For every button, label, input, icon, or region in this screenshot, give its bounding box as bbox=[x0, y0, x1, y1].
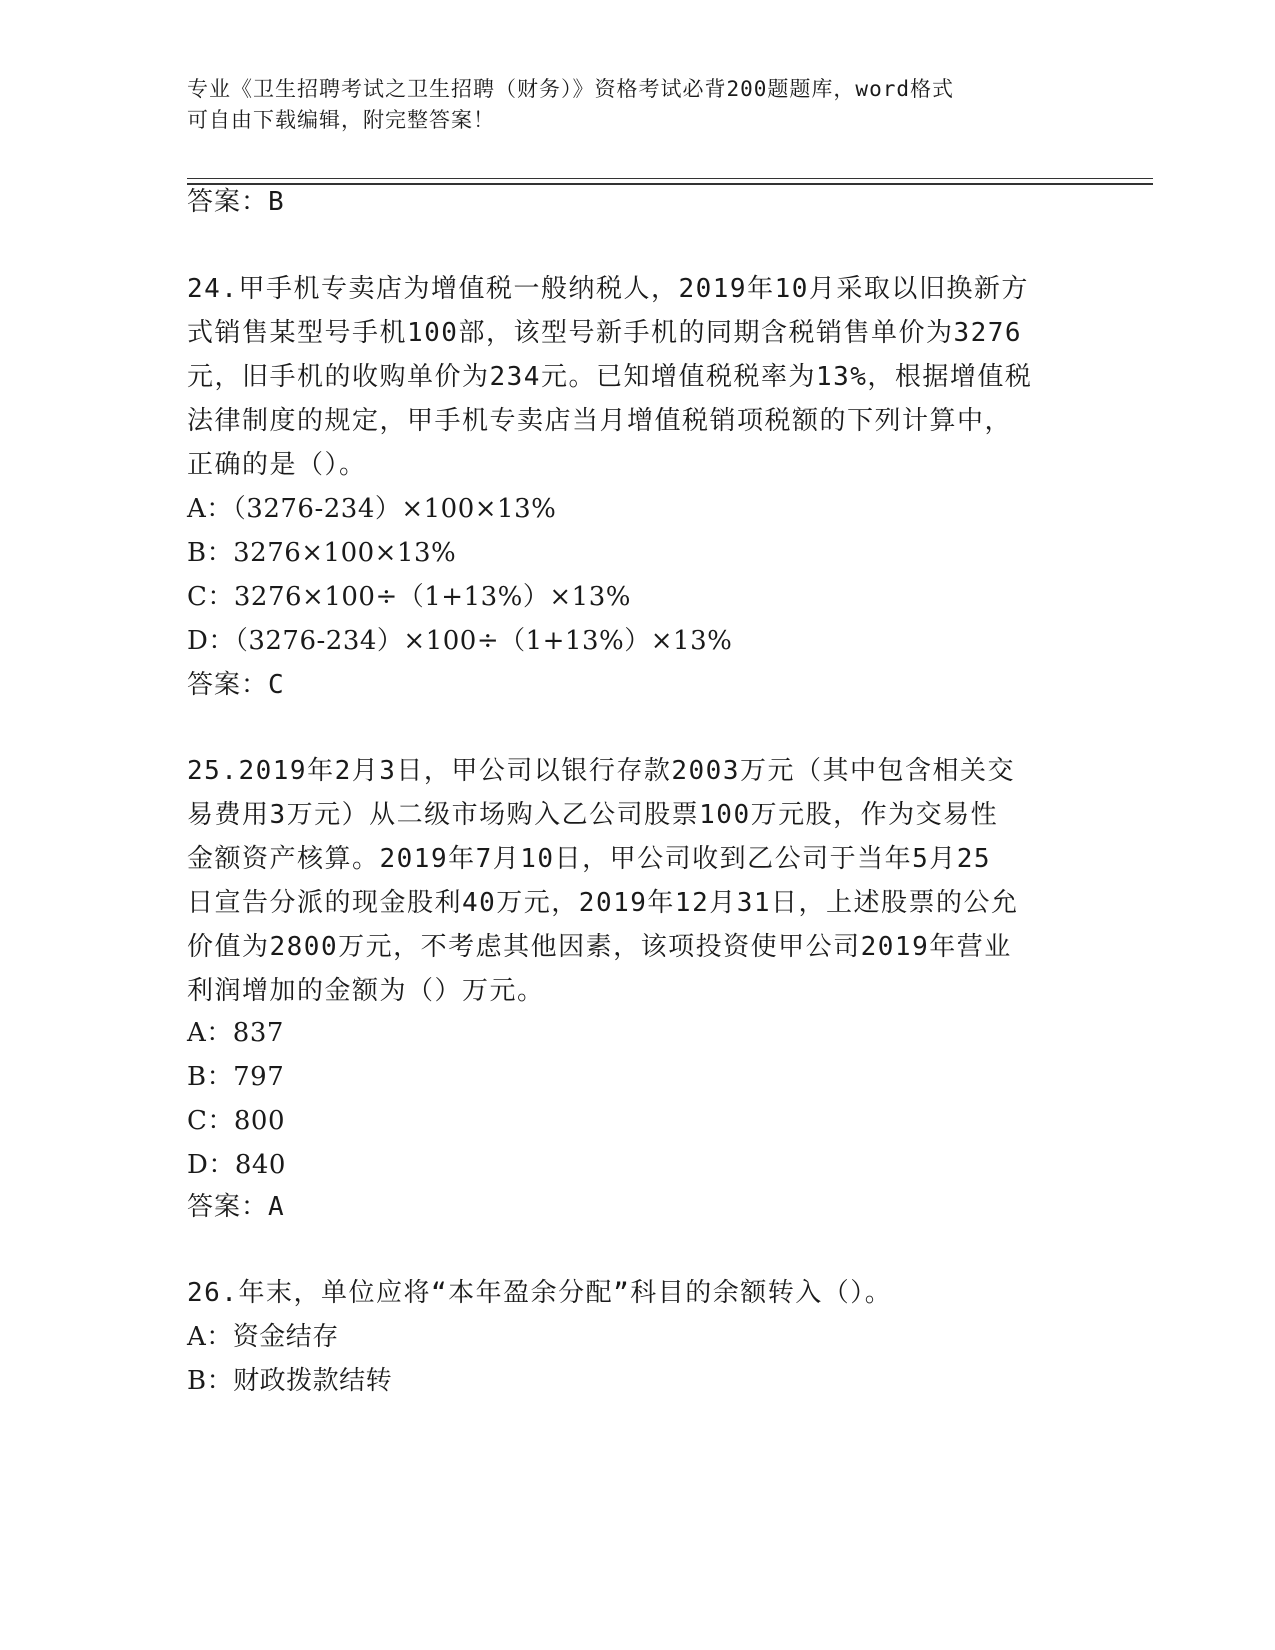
document-header bbox=[187, 74, 1067, 136]
q24-option-d: D：（3276-234）×100÷（1+13%）×13% bbox=[187, 626, 733, 656]
q25-line-1: 25.2019年2月3日，甲公司以银行存款2003万元（其中包含相关交 bbox=[187, 756, 1015, 786]
q26-option-a: A：资金结存 bbox=[187, 1322, 339, 1352]
q24-line-5: 正确的是（）。 bbox=[187, 450, 367, 480]
q25-line-5: 价值为2800万元，不考虑其他因素，该项投资使甲公司2019年营业 bbox=[187, 932, 1012, 962]
q24-line-4: 法律制度的规定，甲手机专卖店当月增值税销项税额的下列计算中， bbox=[187, 406, 1013, 436]
q24-line-3: 元，旧手机的收购单价为234元。已知增值税税率为13%，根据增值税 bbox=[187, 362, 1033, 392]
q25-line-3: 金额资产核算。2019年7月10日，甲公司收到乙公司于当年5月25 bbox=[187, 844, 992, 874]
q25-line-4: 日宣告分派的现金股利40万元，2019年12月31日，上述股票的公允 bbox=[187, 888, 1019, 918]
q24-option-c: C：3276×100÷（1+13%）×13% bbox=[187, 582, 631, 612]
q25-option-d: D：840 bbox=[187, 1150, 286, 1180]
q25-answer: 答案：A bbox=[187, 1192, 285, 1222]
q26-option-b: B：财政拨款结转 bbox=[187, 1366, 393, 1396]
header-line-2: 可自由下载编辑，附完整答案！ bbox=[187, 108, 495, 132]
header-rule-thin bbox=[187, 178, 1153, 179]
q24-line-2: 式销售某型号手机100部，该型号新手机的同期含税销售单价为3276 bbox=[187, 318, 1023, 348]
q25-option-b: B：797 bbox=[187, 1062, 285, 1092]
q24-line-1: 24.甲手机专卖店为增值税一般纳税人，2019年10月采取以旧换新方 bbox=[187, 274, 1029, 304]
q26-line-1: 26.年末，单位应将“本年盈余分配”科目的余额转入（）。 bbox=[187, 1278, 893, 1308]
q25-line-2: 易费用3万元）从二级市场购入乙公司股票100万元股，作为交易性 bbox=[187, 800, 999, 830]
q24-option-a: A：（3276-234）×100×13% bbox=[187, 494, 557, 524]
header-line-1: 专业《卫生招聘考试之卫生招聘（财务）》资格考试必背200题题库，word格式 bbox=[187, 77, 954, 101]
header-rule-thick bbox=[187, 183, 1153, 185]
answer-previous: 答案：B bbox=[187, 187, 285, 217]
q25-option-c: C：800 bbox=[187, 1106, 286, 1136]
q24-option-b: B：3276×100×13% bbox=[187, 538, 457, 568]
q24-answer: 答案：C bbox=[187, 670, 285, 700]
q25-option-a: A：837 bbox=[187, 1018, 284, 1048]
q25-line-6: 利润增加的金额为（）万元。 bbox=[187, 976, 545, 1006]
